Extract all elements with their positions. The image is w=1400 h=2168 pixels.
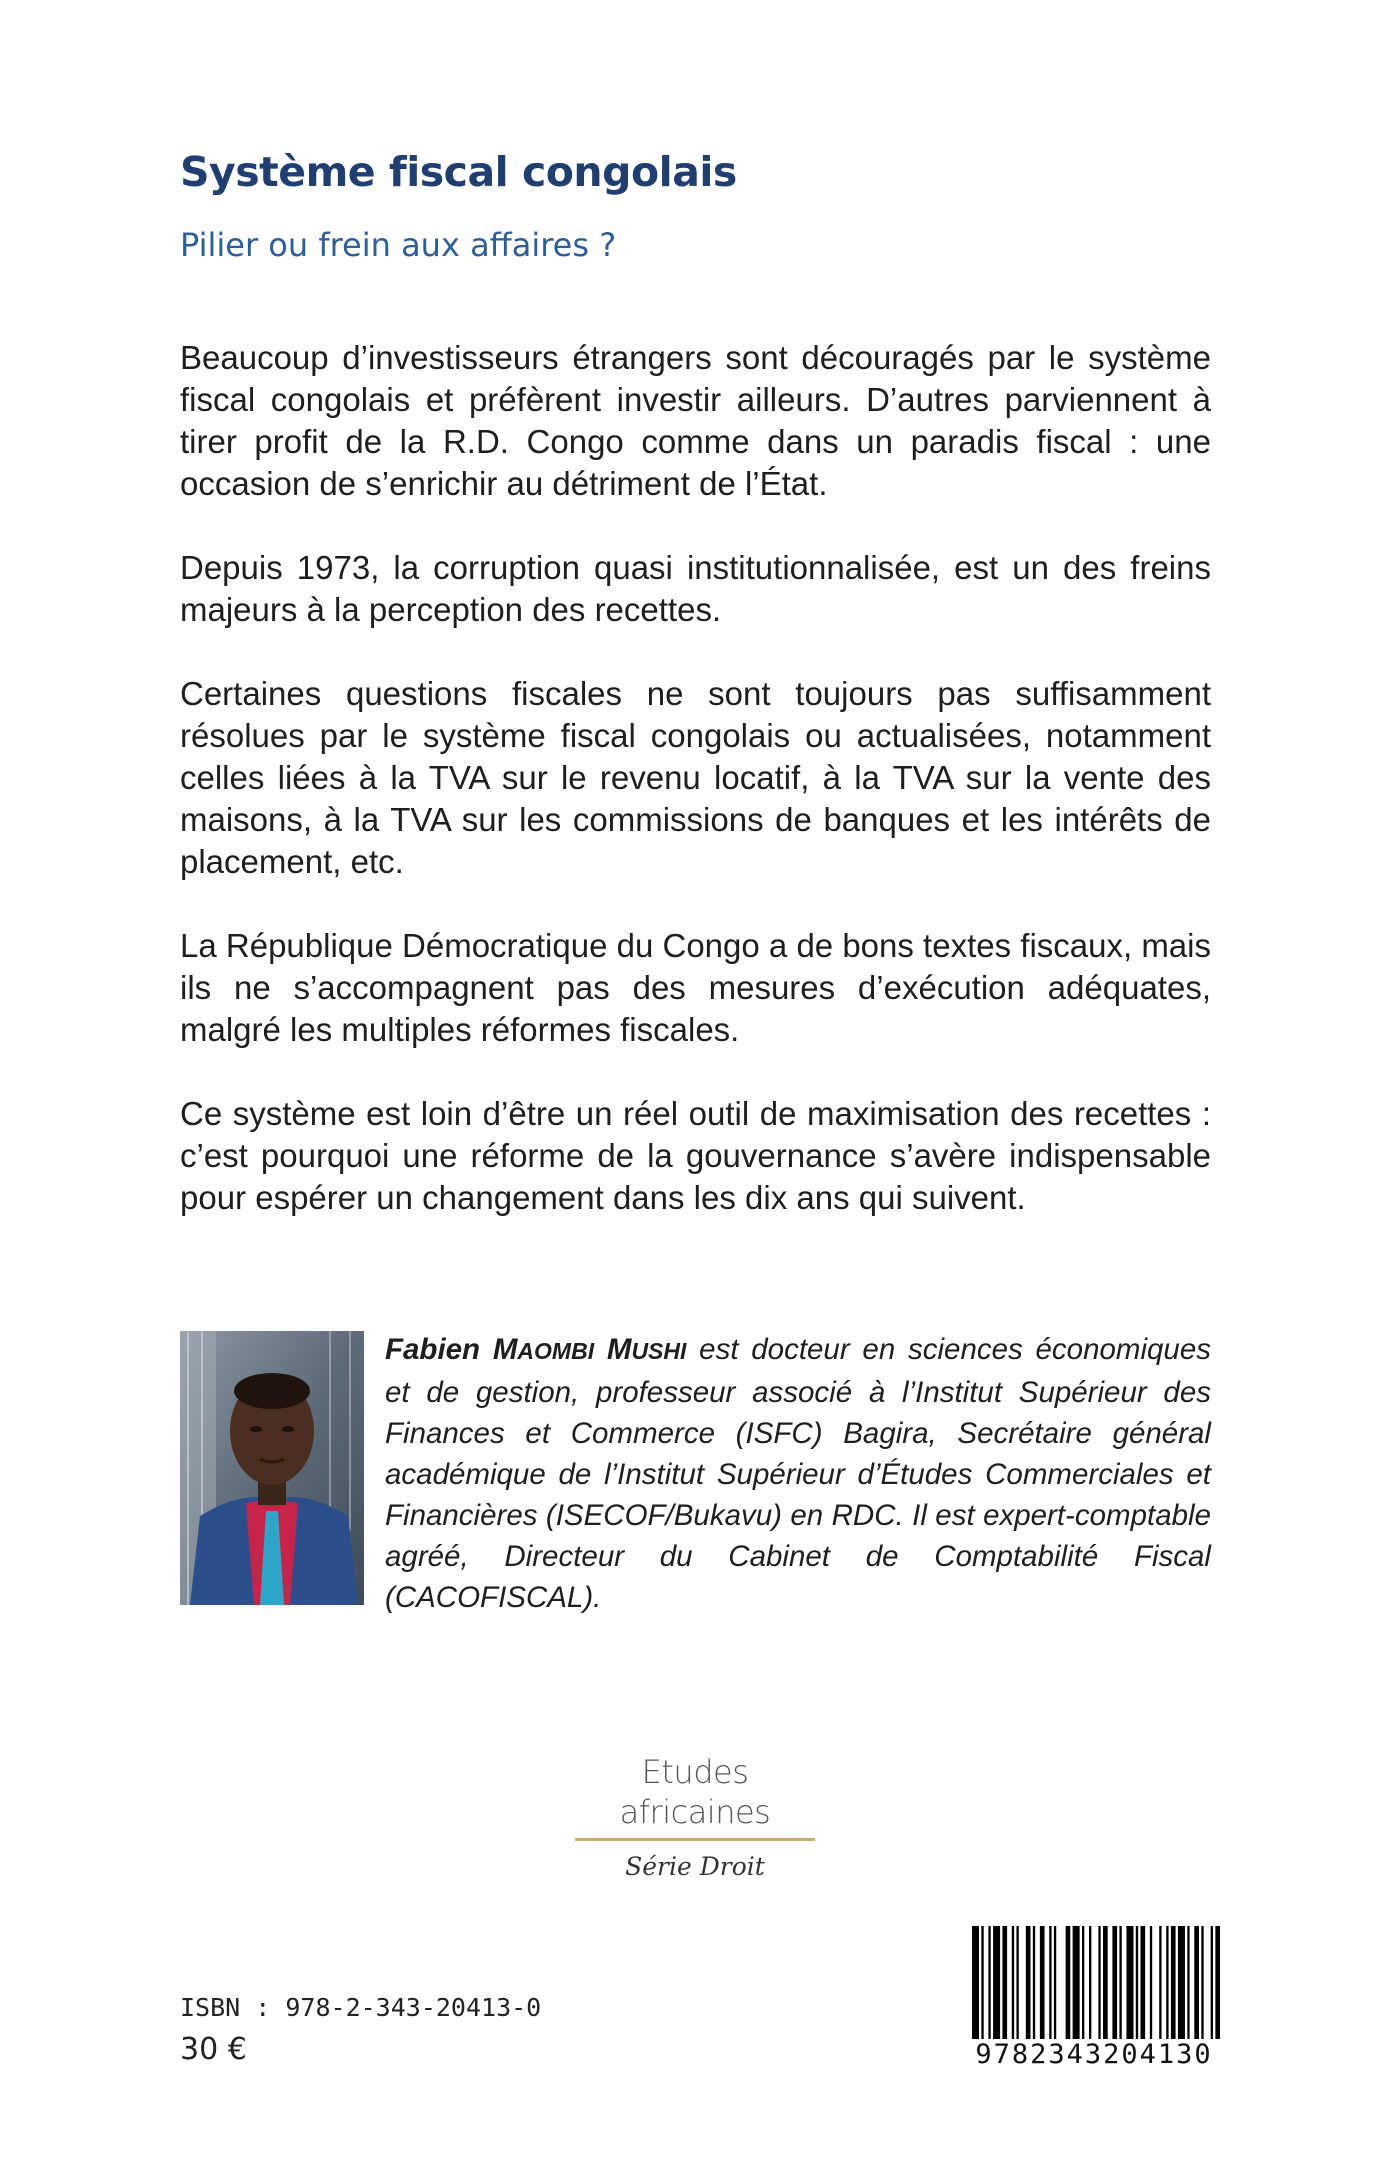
summary-paragraph: Certaines questions fiscales ne sont toujours pas suffisamment résolues par le système fiscal congolais ou actualisées, notamment celles liées à la TVA sur le revenu locatif, à la TVA sur la vente des maisons, à la TVA sur les commissions de banques et les intérêts de placement, etc. [180, 675, 1211, 880]
series-divider [575, 1838, 815, 1841]
series-logo [575, 1752, 815, 1883]
author-bio-text: est docteur en sciences économiques et de gestion, professeur associé à l’Institut Supérieur des Finances et Commerce (ISFC) Bagira, Secrétaire général académique de l’Institut Supérieur d’Études Commerciales et Financières (ISECOF/Bukavu) en RDC. Il est expert-comptable agréé, Directeur du Cabinet de Comptabilité Fiscal (CACOFISCAL). [385, 1333, 1211, 1614]
author-photo [180, 1331, 364, 1605]
isbn: ISBN : 978-2-343-20413-0 [180, 1993, 542, 2022]
series-subtitle: Série Droit [625, 1852, 765, 1881]
summary-paragraph: Depuis 1973, la corruption quasi institutionnalisée, est un des freins majeurs à la perception des recettes. [180, 549, 1211, 628]
barcode-digits: 9782343204130 [962, 2039, 1226, 2070]
series-name: Etudes africaines [619, 1753, 771, 1831]
price: 30 € [180, 2032, 247, 2067]
summary-paragraph: La République Démocratique du Congo a de bons textes fiscaux, mais ils ne s’accompagnent pas des mesures d’exécution adéquates, malgré les multiples réformes fiscales. [180, 927, 1211, 1048]
summary-paragraph: Beaucoup d’investisseurs étrangers sont découragés par le système fiscal congolais et préfèrent investir ailleurs. D’autres parviennent à tirer profit de la R.D. Congo comme dans un paradis fiscal : une occasion de s’enrichir au détriment de l’État. [180, 339, 1211, 502]
book-subtitle: Pilier ou frein aux affaires ? [180, 226, 617, 264]
author-bio [385, 1329, 1211, 1618]
back-cover-summary [180, 337, 1211, 1261]
author-name: Fabien MAOMBI MUSHI [385, 1333, 687, 1366]
summary-paragraph: Ce système est loin d’être un réel outil de maximisation des recettes : c’est pourquoi une réforme de la gouvernance s’avère indispensable pour espérer un changement dans les dix ans qui suivent. [180, 1095, 1211, 1216]
book-title: Système fiscal congolais [180, 148, 737, 196]
